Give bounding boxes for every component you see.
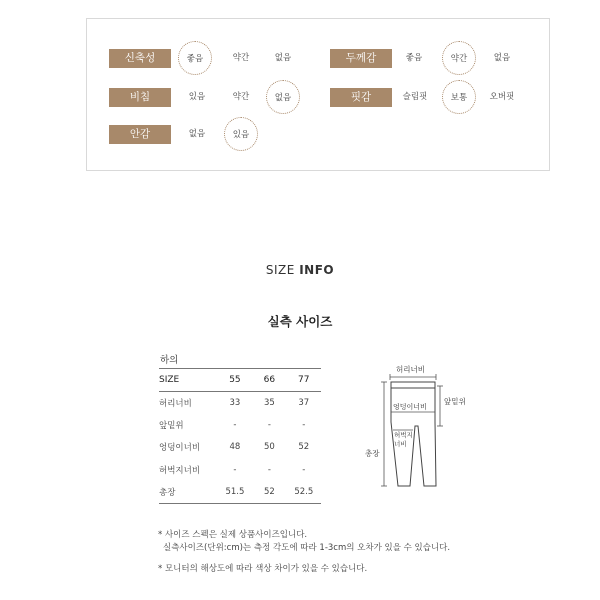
fit-option-oversize: 오버핏 [489, 92, 515, 102]
stretch-option-good: 좋음 [178, 41, 212, 75]
table-row [159, 436, 321, 459]
table-row [159, 481, 321, 504]
table-cell: - [302, 464, 306, 475]
tag-fit: 핏감 [330, 88, 392, 107]
lining-option-yes: 있음 [224, 117, 258, 151]
note-line: * 사이즈 스펙은 실제 상품사이즈입니다. [158, 530, 308, 540]
pants-measurement-diagram [360, 362, 480, 494]
fit-option-regular: 보통 [442, 80, 476, 114]
table-header-cell: 77 [287, 369, 321, 392]
table-header-cell: SIZE [159, 369, 218, 392]
lining-option-none: 없음 [188, 129, 206, 139]
diagram-label-thigh: 허벅지 너비 [394, 431, 413, 448]
table-header-cell: 55 [218, 369, 252, 392]
table-cell: 허리너비 [159, 398, 192, 409]
table-cell: 총장 [159, 481, 218, 504]
category-label: 하의 [160, 355, 179, 366]
diagram-label-waist: 허리너비 [396, 365, 425, 374]
table-cell: 37 [298, 397, 310, 408]
table-cell: 50 [263, 442, 275, 453]
size-notes [158, 529, 450, 576]
diagram-label-length: 총장 [365, 449, 380, 458]
table-row [159, 391, 321, 414]
size-info-bold: INFO [299, 263, 335, 277]
diagram-label-hip: 엉덩이너비 [393, 403, 427, 411]
fit-option-slim: 슬림핏 [402, 92, 428, 102]
sheer-option-slight: 약간 [232, 92, 250, 102]
table-cell: 앞밑위 [159, 420, 184, 431]
stretch-option-slight: 약간 [232, 53, 250, 63]
stretch-option-none: 없음 [274, 53, 292, 63]
table-cell: 33 [229, 397, 241, 408]
table-cell: 51.5 [218, 481, 252, 504]
table-header-row [159, 369, 321, 392]
table-cell: 48 [229, 442, 241, 453]
size-table [159, 368, 321, 504]
table-cell: 허벅지너비 [159, 465, 201, 476]
thickness-option-none: 없음 [493, 53, 511, 63]
sheer-option-yes: 있음 [188, 92, 206, 102]
table-cell: - [302, 419, 306, 430]
table-cell: 52 [298, 442, 310, 453]
note-line: * 모니터의 해상도에 따라 색상 차이가 있을 수 있습니다. [158, 564, 368, 574]
tag-sheer: 비침 [109, 88, 171, 107]
size-info-title [0, 263, 600, 277]
table-cell: - [267, 419, 271, 430]
tag-thickness: 두께감 [330, 49, 392, 68]
tag-stretch: 신축성 [109, 49, 171, 68]
note-line: 실측사이즈(단위:cm)는 측정 각도에 따라 1-3cm의 오차가 있을 수 있습니다. [163, 543, 451, 553]
table-header-cell: 66 [252, 369, 286, 392]
table-cell: - [267, 464, 271, 475]
sheer-option-none: 없음 [266, 80, 300, 114]
diagram-label-front-rise: 앞밑위 [444, 397, 466, 406]
table-cell: 52 [252, 481, 286, 504]
table-cell: 52.5 [287, 481, 321, 504]
thickness-option-slight: 약간 [442, 41, 476, 75]
table-cell: - [233, 464, 237, 475]
thickness-option-good: 좋음 [405, 53, 423, 63]
table-cell: - [233, 419, 237, 430]
actual-size-subtitle: 실측 사이즈 [267, 314, 333, 329]
table-cell: 35 [263, 397, 275, 408]
size-info-prefix: SIZE [265, 263, 295, 277]
tag-lining: 안감 [109, 125, 171, 144]
table-row [159, 459, 321, 482]
table-cell: 엉덩이너비 [159, 443, 201, 454]
pants-outline-illustration [360, 362, 480, 494]
table-row [159, 414, 321, 437]
